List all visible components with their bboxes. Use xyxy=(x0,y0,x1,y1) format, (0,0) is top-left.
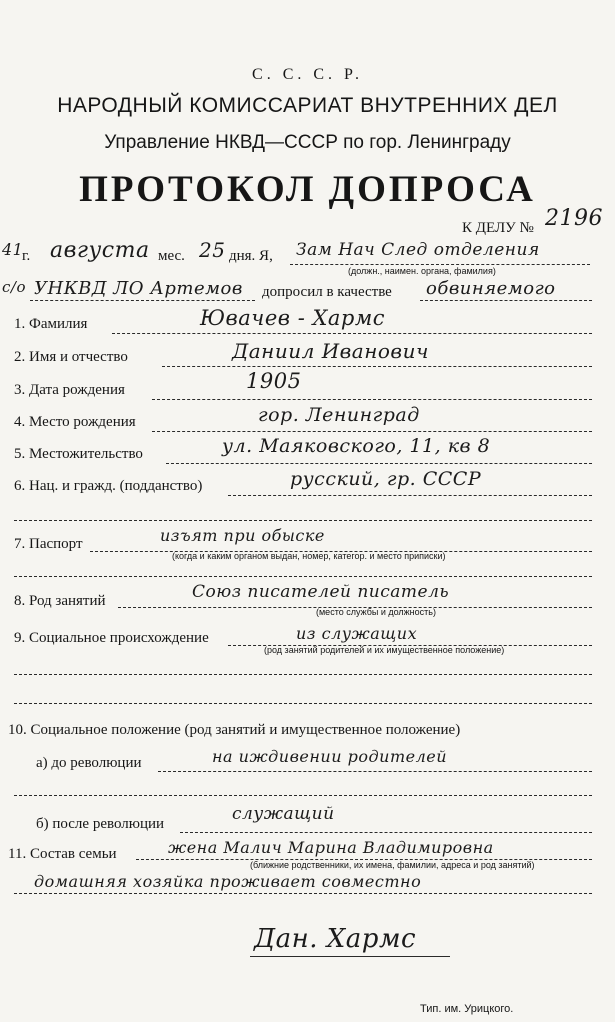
passport-value: изъят при обыске xyxy=(160,526,325,545)
year-label: г. xyxy=(22,248,31,264)
birthplace-value: гор. Ленинград xyxy=(258,404,420,426)
year-suffix: 41 xyxy=(2,240,24,259)
occupation-value: Союз писателей писатель xyxy=(192,582,450,602)
field-6-label: 6. Нац. и гражд. (подданство) xyxy=(14,478,203,494)
field-4-label: 4. Место рождения xyxy=(14,414,136,430)
after-revolution-value: служащий xyxy=(232,804,335,824)
field-11-label: 11. Состав семьи xyxy=(8,846,117,862)
case-label: К ДЕЛУ № xyxy=(462,220,534,236)
month-value: августа xyxy=(50,238,150,263)
day-value: 25 xyxy=(199,238,226,262)
field-3-label: 3. Дата рождения xyxy=(14,382,125,398)
day-label: дня. Я, xyxy=(229,248,273,264)
occupation-caption: (место службы и должность) xyxy=(316,607,436,617)
official-position: Зам Нач След отделения xyxy=(296,240,540,260)
official-name: УНКВД ЛО Артемов xyxy=(34,278,243,299)
field-1-label: 1. Фамилия xyxy=(14,316,88,332)
case-number: 2196 xyxy=(545,206,603,231)
before-revolution-label: а) до революции xyxy=(36,755,142,771)
social-origin-caption: (род занятий родителей и их имущественное положение) xyxy=(264,645,505,655)
interrogation-role-label: допросил в качестве xyxy=(262,284,392,300)
department-header: Управление НКВД—СССР по гор. Ленинграду xyxy=(104,132,511,153)
name-value: Даниил Иванович xyxy=(232,339,429,363)
field-2-label: 2. Имя и отчество xyxy=(14,349,128,365)
social-origin-value: из служащих xyxy=(296,624,418,643)
document-title: ПРОТОКОЛ ДОПРОСА xyxy=(79,169,536,210)
birthdate-value: 1905 xyxy=(246,369,302,393)
family-value-continued: домашняя хозяйка проживает совместно xyxy=(34,872,422,891)
passport-caption: (когда и каким органом выдан, номер, категор. и место приписки) xyxy=(172,551,446,561)
field-5-label: 5. Местожительство xyxy=(14,446,143,462)
official-caption: (должн., наимен. органа, фамилия) xyxy=(348,266,496,276)
nationality-value: русский, гр. СССР xyxy=(290,468,482,490)
month-label: мес. xyxy=(158,248,185,264)
printer-mark: Тип. им. Урицкого. xyxy=(420,1003,514,1015)
family-caption: (ближние родственники, их имена, фамилии, адреса и род занятий) xyxy=(250,860,535,870)
field-10-label: 10. Социальное положение (род занятий и имущественное положение) xyxy=(8,722,461,738)
surname-value: Ювачев - Хармс xyxy=(200,306,386,330)
family-value: жена Малич Марина Владимировна xyxy=(168,838,494,857)
ministry-header: НАРОДНЫЙ КОМИССАРИАТ ВНУТРЕННИХ ДЕЛ xyxy=(57,94,558,117)
after-revolution-label: б) после революции xyxy=(36,816,165,832)
signature: Дан. Хармс xyxy=(254,924,417,954)
field-8-label: 8. Род занятий xyxy=(14,593,106,609)
before-revolution-value: на иждивении родителей xyxy=(212,747,448,766)
field-7-label: 7. Паспорт xyxy=(14,536,83,552)
residence-value: ул. Маяковского, 11, кв 8 xyxy=(222,435,491,457)
field-9-label: 9. Социальное происхождение xyxy=(14,630,209,646)
country-header: С. С. С. Р. xyxy=(252,66,363,83)
interrogation-role: обвиняемого xyxy=(426,278,556,299)
official-prefix: с/о xyxy=(2,278,26,296)
